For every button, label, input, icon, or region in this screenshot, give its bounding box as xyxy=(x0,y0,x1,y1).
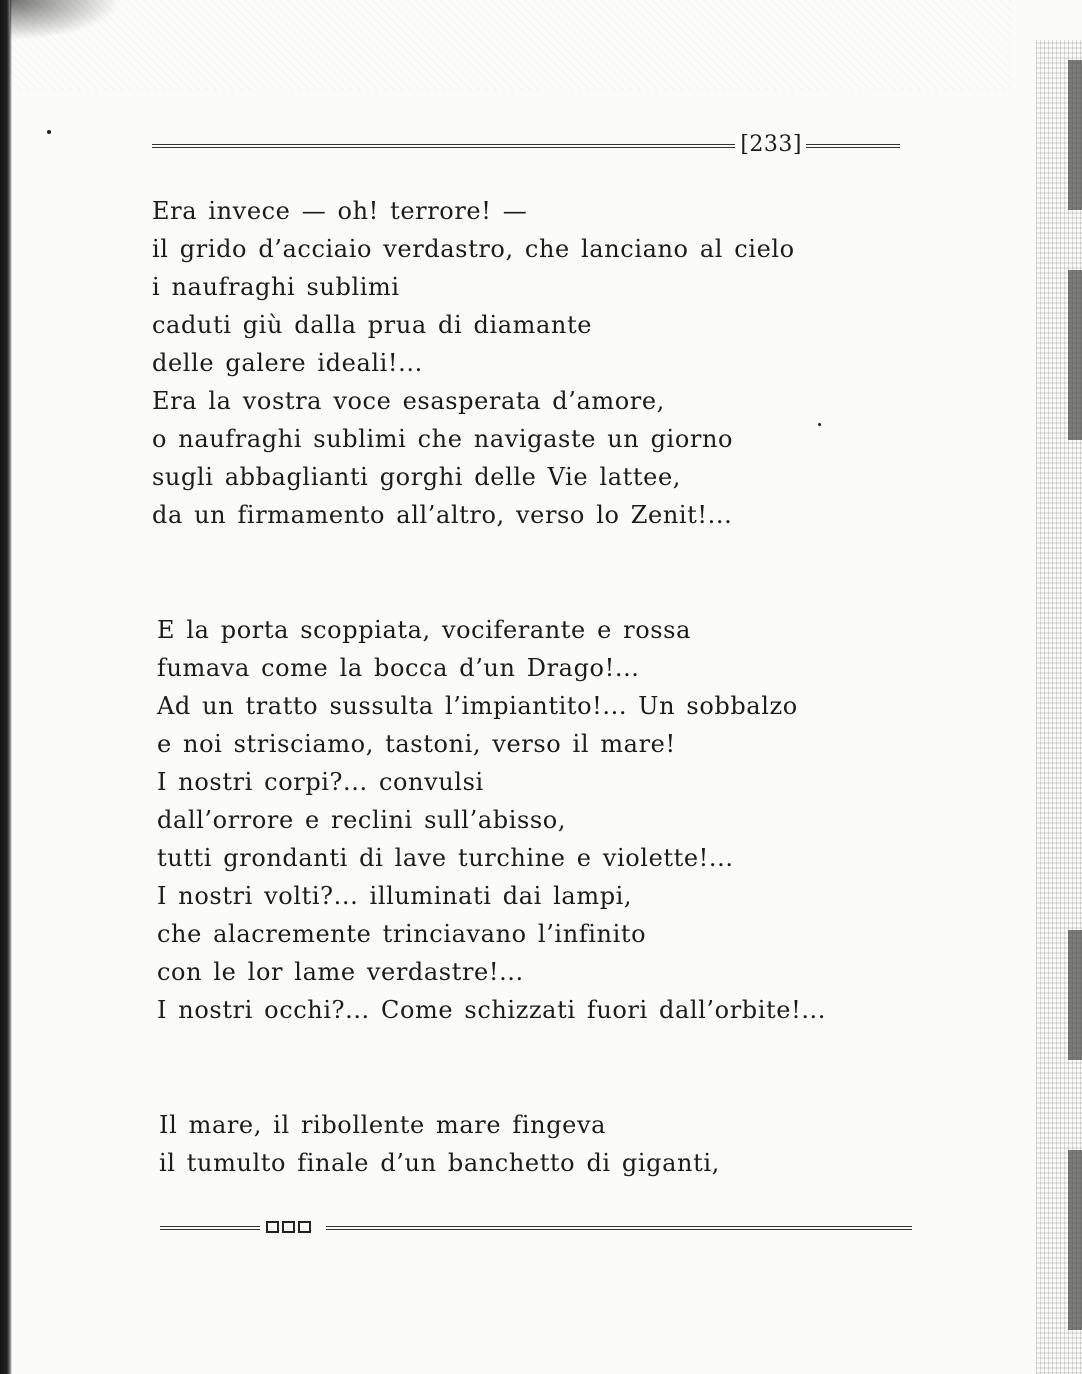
poem-line: e noi strisciamo, tastoni, verso il mare! xyxy=(157,730,676,758)
ornament-square-icon xyxy=(266,1221,279,1233)
poem-line: E la porta scoppiata, vociferante e rossa xyxy=(157,616,691,644)
poem-line: tutti grondanti di lave turchine e violette!... xyxy=(157,844,734,872)
header-rule-right xyxy=(806,144,900,148)
poem-stanza xyxy=(159,1106,720,1182)
poem-stanza xyxy=(152,192,795,534)
scan-speck xyxy=(47,130,51,134)
poem-line: Ad un tratto sussulta l’impiantito!... Un sobbalzo xyxy=(157,692,798,720)
poem-stanza xyxy=(157,611,826,1029)
poem-line: sugli abbaglianti gorghi delle Vie lattee, xyxy=(152,463,681,491)
poem-line: caduti giù dalla prua di diamante xyxy=(152,311,593,339)
scan-right-band xyxy=(1068,60,1082,210)
poem-line: I nostri occhi?... Come schizzati fuori dall’orbite!... xyxy=(157,996,826,1024)
poem-line: il grido d’acciaio verdastro, che lanciano al cielo xyxy=(152,235,795,263)
footer-box-ornament xyxy=(266,1220,311,1233)
poem-line: I nostri corpi?... convulsi xyxy=(157,768,484,796)
header-rule-left xyxy=(152,144,735,148)
poem-line: dall’orrore e reclini sull’abisso, xyxy=(157,806,567,834)
poem-line: I nostri volti?... illuminati dai lampi, xyxy=(157,882,633,910)
scan-right-band xyxy=(1068,270,1082,440)
poem-line: Era invece — oh! terrore! — xyxy=(152,197,528,225)
poem-line: da un firmamento all’altro, verso lo Zenit!... xyxy=(152,501,733,529)
footer-rule-left xyxy=(160,1226,260,1230)
ornament-square-icon xyxy=(282,1221,295,1233)
poem-line: delle galere ideali!... xyxy=(152,349,423,377)
page-number: [233] xyxy=(740,132,802,157)
poem-line: che alacremente trinciavano l’infinito xyxy=(157,920,647,948)
scan-right-band xyxy=(1068,930,1082,1060)
ornament-square-icon xyxy=(298,1221,311,1233)
scan-top-noise xyxy=(12,0,1012,90)
scan-speck xyxy=(818,423,821,426)
poem-line: i naufraghi sublimi xyxy=(152,273,400,301)
scan-corner-blot xyxy=(10,0,120,40)
poem-line: Era la vostra voce esasperata d’amore, xyxy=(152,387,665,415)
poem-line: il tumulto finale d’un banchetto di giganti, xyxy=(159,1149,720,1177)
page-header xyxy=(152,134,900,162)
poem-line: con le lor lame verdastre!... xyxy=(157,958,524,986)
poem-line: o naufraghi sublimi che navigaste un giorno xyxy=(152,425,734,453)
poem-line: Il mare, il ribollente mare fingeva xyxy=(159,1111,607,1139)
page-footer-ornament xyxy=(160,1220,912,1240)
scan-left-edge xyxy=(0,0,12,1374)
scan-right-band xyxy=(1068,1150,1082,1330)
poem-line: fumava come la bocca d’un Drago!... xyxy=(157,654,640,682)
footer-rule-right xyxy=(326,1226,912,1230)
